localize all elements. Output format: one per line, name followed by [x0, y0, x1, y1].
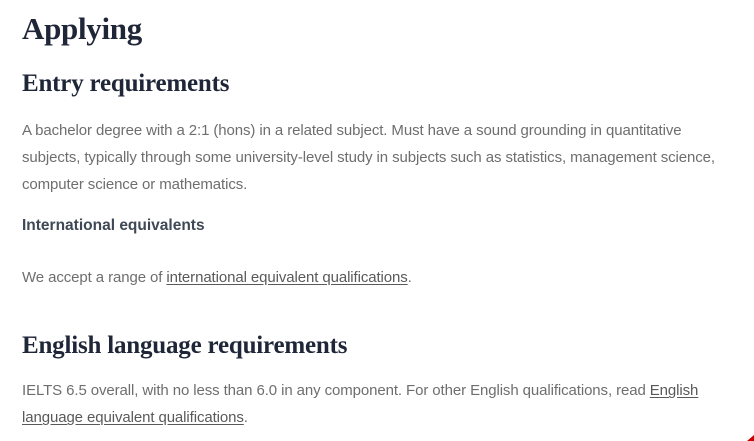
corner-artifact — [747, 435, 754, 441]
equivalents-text-suffix: . — [407, 269, 412, 287]
equivalents-text-prefix: We accept a range of — [22, 269, 167, 287]
international-equivalents-paragraph — [22, 264, 734, 291]
english-language-requirements-heading: English language requirements — [22, 332, 348, 360]
international-equivalent-qualifications-link[interactable]: international equivalent qualifications — [166, 269, 408, 287]
page-title: Applying — [22, 11, 142, 46]
entry-requirements-heading: Entry requirements — [22, 69, 230, 97]
english-language-text-prefix: IELTS 6.5 overall, with no less than 6.0 in any component. For other English qualifications, read — [22, 382, 650, 400]
english-language-paragraph — [22, 377, 734, 431]
english-language-equivalent-qualifications-link[interactable]: English language equivalent qualifications — [22, 382, 699, 427]
english-language-text-suffix: . — [243, 409, 248, 427]
international-equivalents-heading: International equivalents — [22, 217, 205, 235]
entry-requirements-paragraph: A bachelor degree with a 2:1 (hons) in a related subject. Must have a sound grounding in quantitative subjects, typically through some university-level study in subjects such as statistics, management science, computer science or mathematics. — [22, 122, 715, 194]
